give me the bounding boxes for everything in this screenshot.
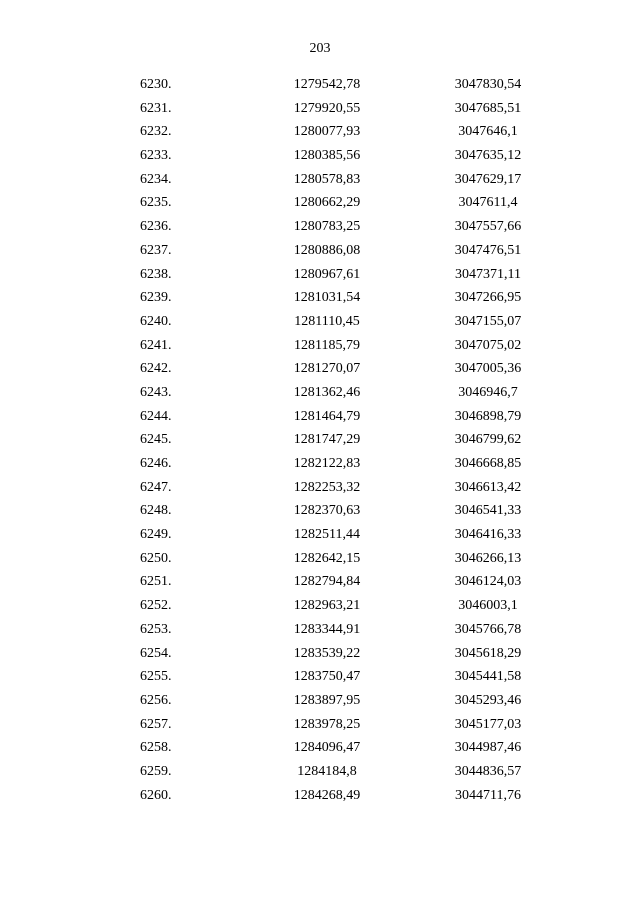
point-number: 6254. [140,645,172,661]
x-coordinate: 1281110,45 [294,313,360,329]
table-row [0,288,640,312]
x-coordinate: 1283344,91 [293,621,361,637]
table-row [0,691,640,715]
table-row [0,99,640,123]
x-coordinate: 1282642,15 [293,550,361,566]
point-number: 6249. [140,527,172,543]
point-number: 6234. [140,171,172,187]
y-coordinate: 3045441,58 [454,669,522,685]
table-row [0,501,640,525]
x-coordinate: 1283978,25 [293,716,361,732]
x-coordinate: 1279920,55 [293,100,361,116]
y-coordinate: 3047557,66 [454,219,522,235]
x-coordinate: 1281270,07 [293,361,361,377]
y-coordinate: 3044987,46 [454,740,522,756]
point-number: 6243. [140,384,172,400]
point-number: 6241. [140,337,172,353]
x-coordinate: 1280385,56 [293,148,361,164]
table-row [0,762,640,786]
x-coordinate: 1280967,61 [293,266,361,282]
point-number: 6239. [140,290,172,306]
point-number: 6252. [140,598,172,614]
point-number: 6250. [140,550,172,566]
y-coordinate: 3047005,36 [454,361,522,377]
table-row [0,786,640,810]
y-coordinate: 3046613,42 [454,479,522,495]
point-number: 6232. [140,124,172,140]
point-number: 6242. [140,361,172,377]
x-coordinate: 1280077,93 [293,124,361,140]
table-row [0,312,640,336]
x-coordinate: 1283897,95 [293,692,361,708]
table-row [0,336,640,360]
point-number: 6230. [140,77,172,92]
x-coordinate: 1284268,49 [293,787,361,803]
y-coordinate: 3046898,79 [454,408,522,424]
page-number: 203 [309,41,331,56]
point-number: 6237. [140,242,172,258]
y-coordinate: 3047266,95 [454,290,522,306]
point-number: 6246. [140,456,172,471]
y-coordinate: 3047830,54 [454,77,522,92]
x-coordinate: 1282511,44 [294,527,360,543]
y-coordinate: 3046541,33 [454,503,522,519]
x-coordinate: 1284096,47 [293,740,361,756]
table-row [0,644,640,668]
table-row [0,407,640,431]
coordinate-table [0,75,640,809]
y-coordinate: 3044836,57 [454,763,522,779]
y-coordinate: 3047611,4 [458,195,518,211]
y-coordinate: 3047371,11 [455,266,521,282]
point-number: 6253. [140,621,172,637]
point-number: 6235. [140,195,172,211]
table-row [0,715,640,739]
x-coordinate: 1281747,29 [293,432,361,448]
y-coordinate: 3046003,1 [458,598,518,614]
table-row [0,383,640,407]
x-coordinate: 1281362,46 [293,384,361,400]
x-coordinate: 1281464,79 [293,408,361,424]
point-number: 6256. [140,692,172,708]
y-coordinate: 3047635,12 [454,148,522,164]
x-coordinate: 1282253,32 [293,479,361,495]
x-coordinate: 1282794,84 [293,574,361,590]
x-coordinate: 1283539,22 [293,645,361,661]
table-row [0,525,640,549]
y-coordinate: 3044711,76 [455,787,521,803]
point-number: 6258. [140,740,172,756]
y-coordinate: 3047685,51 [454,100,522,116]
point-number: 6251. [140,574,172,590]
table-row [0,193,640,217]
x-coordinate: 1280578,83 [293,171,361,187]
table-row [0,217,640,241]
y-coordinate: 3047646,1 [458,124,518,140]
x-coordinate: 1282122,83 [293,456,361,471]
x-coordinate: 1280662,29 [293,195,361,211]
point-number: 6240. [140,313,172,329]
table-row [0,265,640,289]
point-number: 6245. [140,432,172,448]
y-coordinate: 3046799,62 [454,432,522,448]
y-coordinate: 3045618,29 [454,645,522,661]
point-number: 6255. [140,669,172,685]
point-number: 6244. [140,408,172,424]
y-coordinate: 3046946,7 [458,384,518,400]
x-coordinate: 1280783,25 [293,219,361,235]
table-row [0,667,640,691]
x-coordinate: 1282963,21 [293,598,361,614]
point-number: 6257. [140,716,172,732]
x-coordinate: 1284184,8 [297,763,357,779]
point-number: 6259. [140,763,172,779]
table-row [0,478,640,502]
x-coordinate: 1283750,47 [293,669,361,685]
x-coordinate: 1280886,08 [293,242,361,258]
y-coordinate: 3047476,51 [454,242,522,258]
y-coordinate: 3046416,33 [454,527,522,543]
point-number: 6231. [140,100,172,116]
point-number: 6233. [140,148,172,164]
point-number: 6260. [140,787,172,803]
x-coordinate: 1281031,54 [293,290,361,306]
table-row [0,596,640,620]
point-number: 6236. [140,219,172,235]
table-row [0,738,640,762]
table-row [0,170,640,194]
y-coordinate: 3046266,13 [454,550,522,566]
y-coordinate: 3047629,17 [454,171,522,187]
table-row [0,454,640,478]
y-coordinate: 3045766,78 [454,621,522,637]
table-row [0,549,640,573]
table-row [0,75,640,99]
table-row [0,146,640,170]
x-coordinate: 1279542,78 [293,77,361,92]
y-coordinate: 3045177,03 [454,716,522,732]
y-coordinate: 3046668,85 [454,456,522,471]
x-coordinate: 1281185,79 [294,337,360,353]
table-row [0,241,640,265]
point-number: 6247. [140,479,172,495]
table-row [0,122,640,146]
table-row [0,572,640,596]
point-number: 6238. [140,266,172,282]
y-coordinate: 3046124,03 [454,574,522,590]
table-row [0,430,640,454]
point-number: 6248. [140,503,172,519]
y-coordinate: 3047155,07 [454,313,522,329]
y-coordinate: 3045293,46 [454,692,522,708]
table-row [0,359,640,383]
x-coordinate: 1282370,63 [293,503,361,519]
table-row [0,620,640,644]
y-coordinate: 3047075,02 [454,337,522,353]
